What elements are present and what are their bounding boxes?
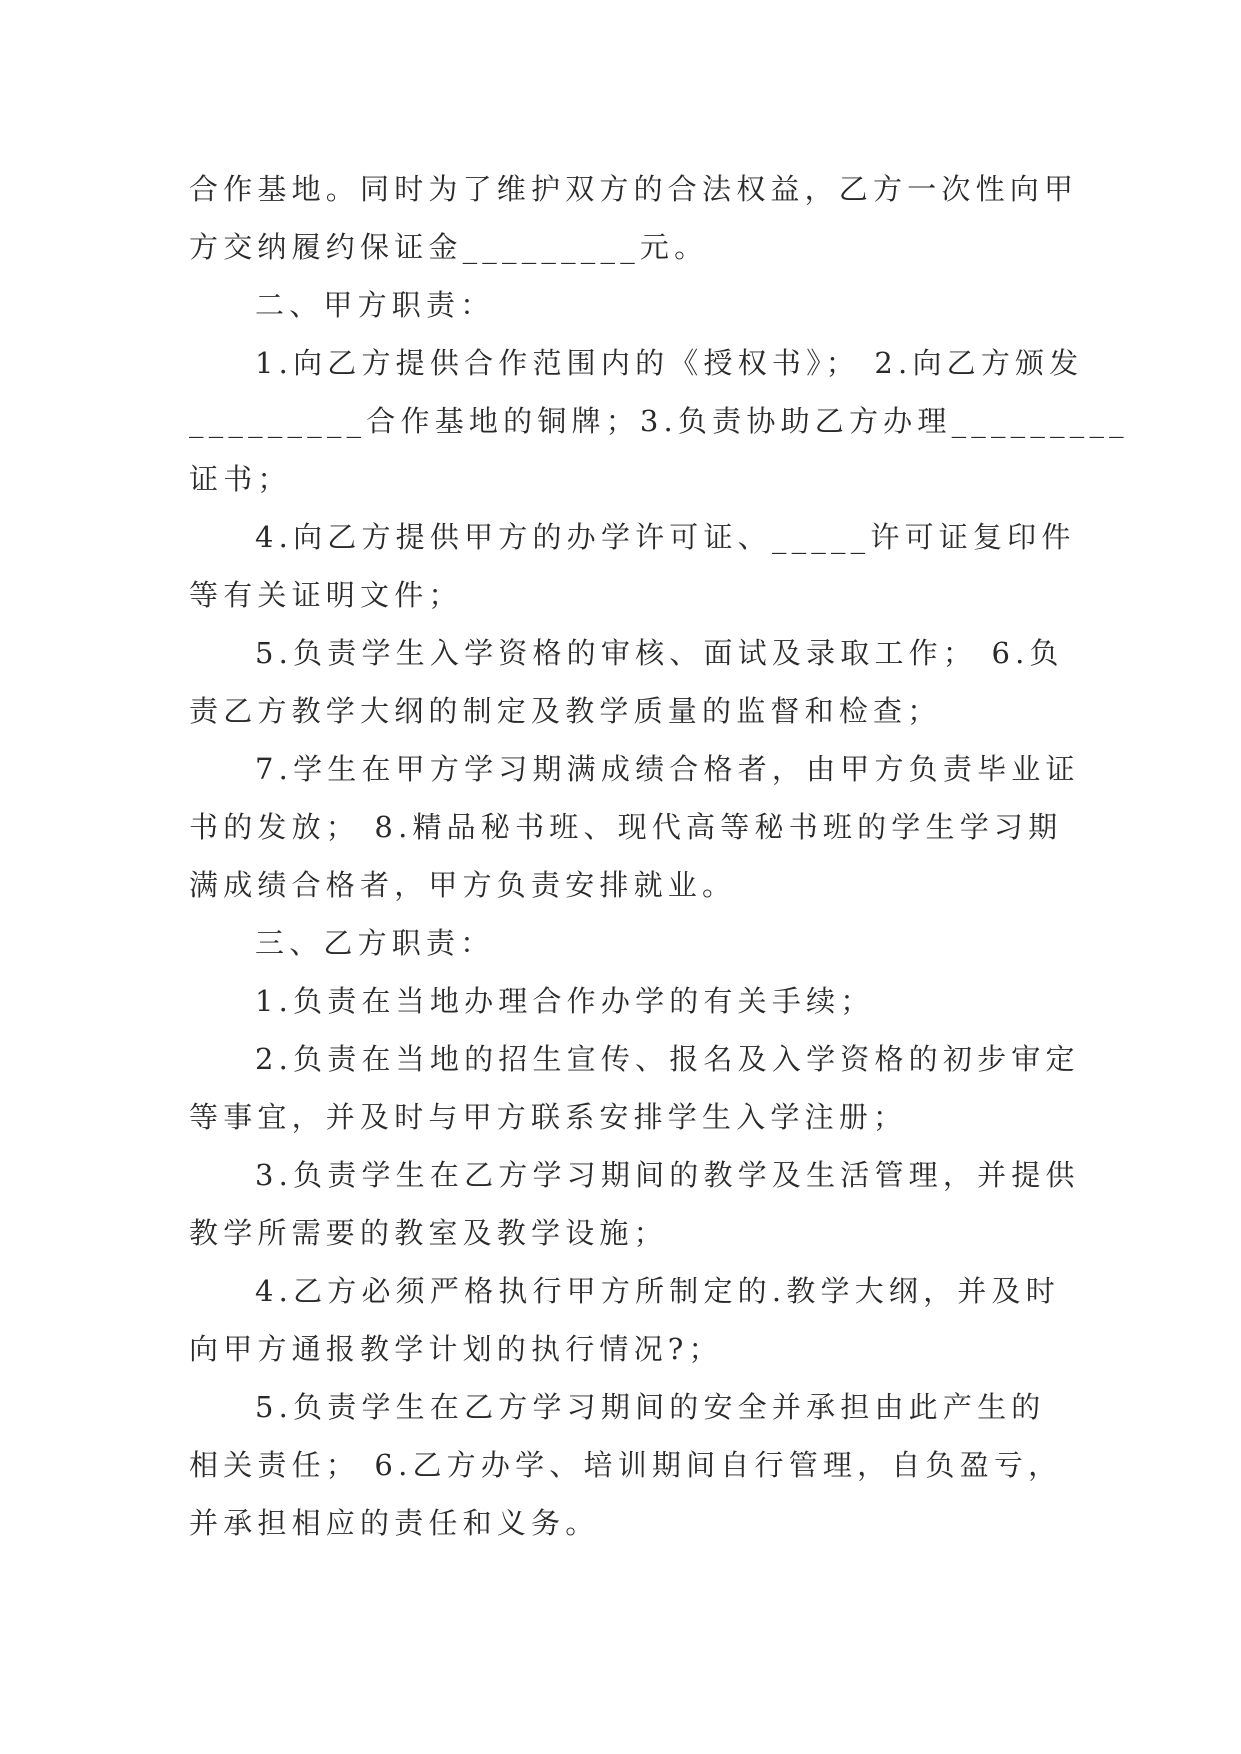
section-heading-party-a — [189, 276, 1051, 334]
paragraph-b-item-3 — [189, 1146, 1080, 1262]
paragraph-a-items-5-6 — [189, 624, 1064, 740]
text-line: 5.负责学生在乙方学习期间的安全并承担由此产生的 — [255, 1390, 1046, 1424]
text-line: 合作基地。同时为了维护双方的合法权益，乙方一次性向甲 — [189, 172, 1079, 206]
text-line: 相关责任； 6.乙方办学、培训期间自行管理，自负盈亏， — [189, 1448, 1063, 1482]
document-body — [189, 160, 1129, 1552]
text-line: 等事宜，并及时与甲方联系安排学生入学注册； — [189, 1100, 908, 1134]
text-line: 证书； — [189, 462, 292, 496]
paragraph-a-items-1-3 — [189, 334, 1129, 508]
text-line: 3.负责学生在乙方学习期间的教学及生活管理，并提供 — [255, 1158, 1080, 1192]
text-line: 4.乙方必须严格执行甲方所制定的.教学大纲，并及时 — [255, 1274, 1060, 1308]
paragraph-b-item-1 — [189, 972, 1051, 1030]
text-line: 7.学生在甲方学习期满成绩合格者，由甲方负责毕业证 — [255, 752, 1080, 786]
text-line: 2.负责在当地的招生宣传、报名及入学资格的初步审定 — [255, 1042, 1080, 1076]
paragraph-b-item-2 — [189, 1030, 1080, 1146]
text-line: _________合作基地的铜牌；3.负责协助乙方办理_________ — [189, 404, 1129, 438]
text-line: 责乙方教学大纲的制定及教学质量的监督和检查； — [189, 694, 942, 728]
paragraph-deposit — [189, 160, 1079, 276]
text-line: 满成绩合格者，甲方负责安排就业。 — [189, 868, 737, 902]
section-heading-party-b — [189, 914, 1051, 972]
text-line: 1.负责在当地办理合作办学的有关手续； — [255, 984, 875, 1018]
text-line: 等有关证明文件； — [189, 578, 463, 612]
text-line: 书的发放； 8.精品秘书班、现代高等秘书班的学生学习期 — [189, 810, 1063, 844]
paragraph-a-items-7-8 — [189, 740, 1080, 914]
text-line: 方交纳履约保证金_________元。 — [189, 230, 709, 264]
paragraph-b-items-5-6 — [189, 1378, 1063, 1552]
paragraph-b-item-4 — [189, 1262, 1060, 1378]
heading-text: 二、甲方职责： — [255, 288, 495, 322]
text-line: 向甲方通报教学计划的执行情况?； — [189, 1332, 723, 1366]
text-line: 并承担相应的责任和义务。 — [189, 1506, 600, 1540]
text-line: 教学所需要的教室及教学设施； — [189, 1216, 668, 1250]
paragraph-a-item-4 — [189, 508, 1076, 624]
text-line: 4.向乙方提供甲方的办学许可证、_____许可证复印件 — [255, 520, 1076, 554]
text-line: 5.负责学生入学资格的审核、面试及录取工作； 6.负 — [255, 636, 1064, 670]
text-line: 1.向乙方提供合作范围内的《授权书》； 2.向乙方颁发 — [255, 346, 1084, 380]
heading-text: 三、乙方职责： — [255, 926, 495, 960]
